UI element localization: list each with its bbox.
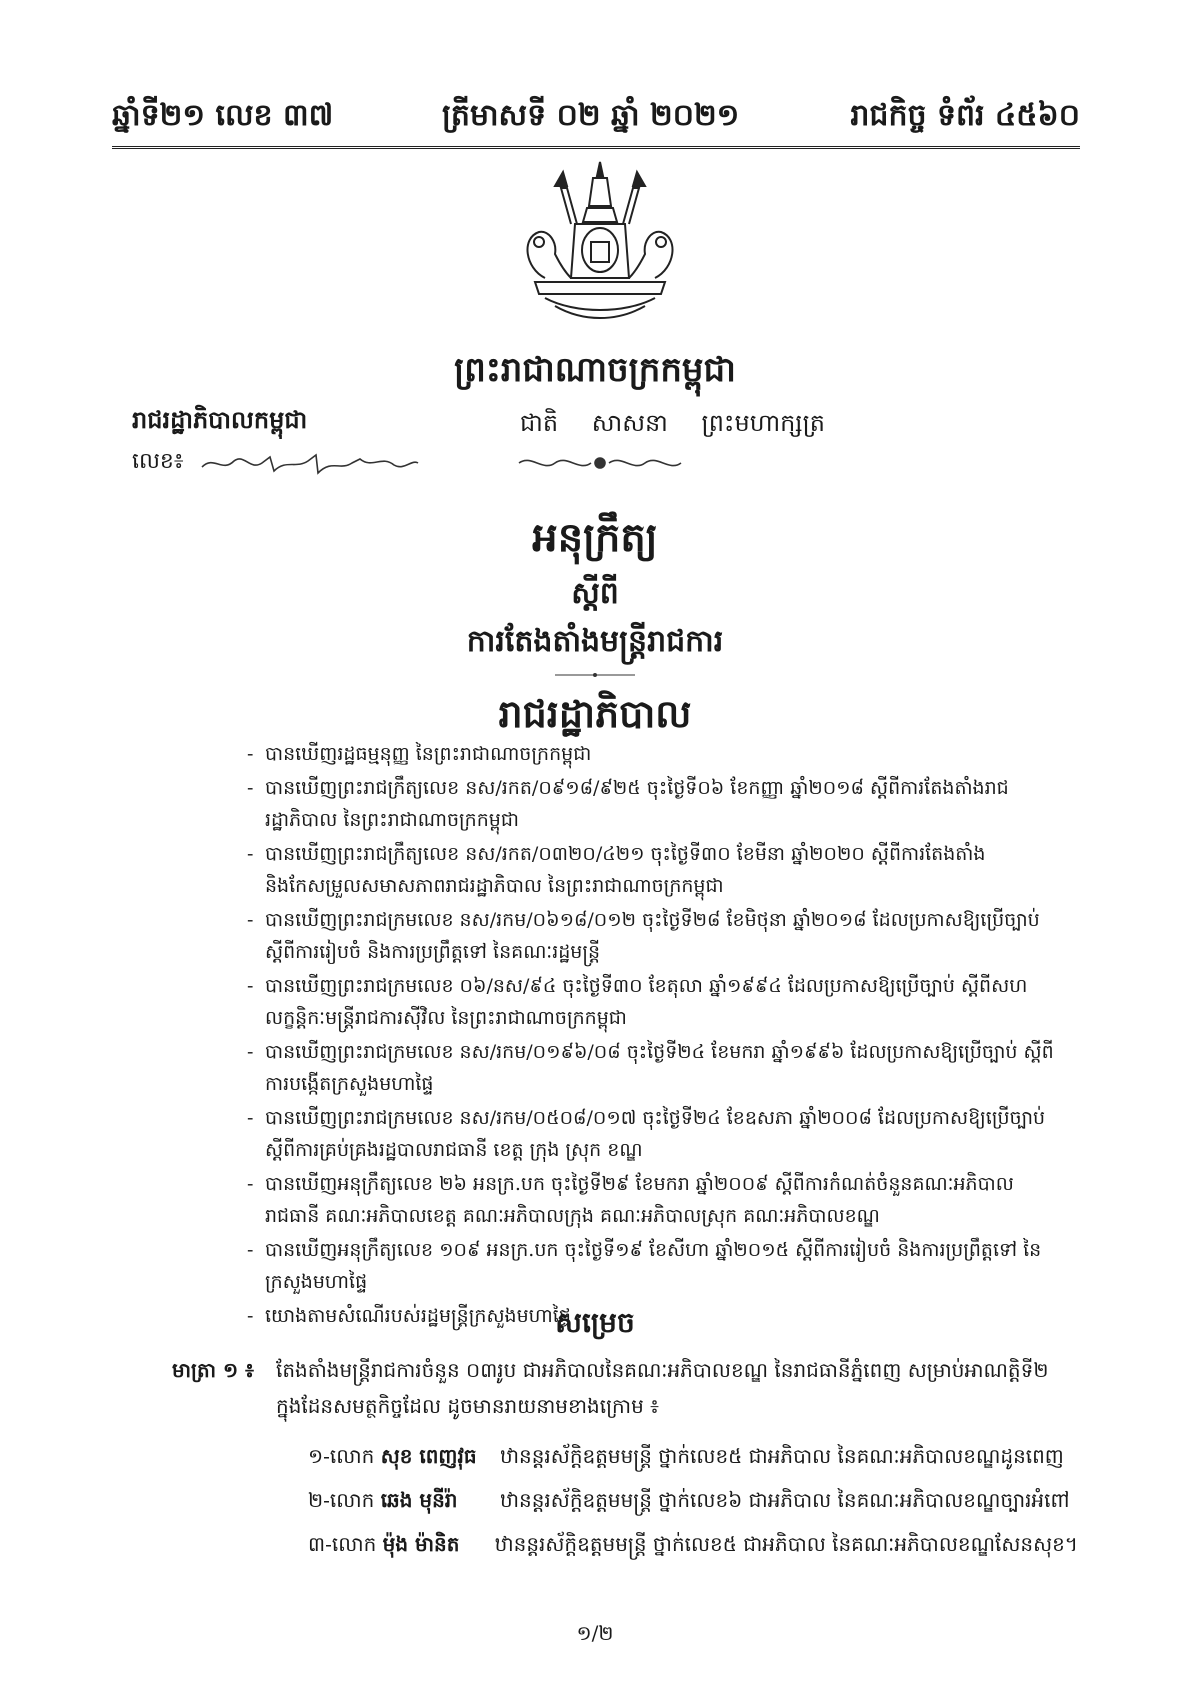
article-label: មាត្រា ១ ៖ (172, 1358, 254, 1382)
ornament-divider-icon (515, 452, 685, 474)
gazette-page: រាជកិច្ច ទំព័រ ៤៥៦០ (850, 98, 1080, 133)
appointee-name (308, 1531, 495, 1561)
motto-nation: ជាតិ (520, 409, 559, 437)
appointee-role: ឋានន្តរស័ក្តិឧត្តមមន្ត្រី ថ្នាក់លេខ៥ ជាអភិបាល នៃគណៈអភិបាលខណ្ឌសែនសុខ។ (494, 1532, 1078, 1556)
recital-item: - យោងតាមសំណើរបស់រដ្ឋមន្ត្រីក្រសួងមហាផ្ទៃ (245, 1300, 1063, 1332)
handwritten-reference-icon (200, 449, 420, 477)
recital-item: - បានឃើញព្រះរាជក្រមលេខ នស/រកម/០៥០៨/០១៧ ចុះថ្ងៃទី២៤ ខែឧសភា ឆ្នាំ២០០៨ ដែលប្រកាសឱ្យប្រើច្បាប់ ស្តីពីការគ្រប់គ្រងរដ្ឋបាលរាជធានី ខេត្ត ក្រុង ស្រុក ខណ្ឌ (245, 1102, 1063, 1166)
recital-item: - បានឃើញព្រះរាជក្រមលេខ ០៦/នស/៩៤ ចុះថ្ងៃទី៣០ ខែតុលា ឆ្នាំ១៩៩៤ ដែលប្រកាសឱ្យប្រើច្បាប់ ស្តីពីសហលក្ខន្តិកៈមន្ត្រីរាជការស៊ីវិល នៃព្រះរាជាណាចក្រកម្ពុជា (245, 970, 1063, 1034)
motto-king: ព្រះមហាក្សត្រ (701, 409, 825, 437)
page-number: ១/២ (576, 1621, 614, 1645)
issuing-body: រាជរដ្ឋាភិបាល (498, 691, 692, 736)
title-divider (555, 670, 635, 680)
appointee-prefix: ៣-លោក (308, 1532, 377, 1556)
appointee-list (308, 1436, 1078, 1568)
document-type: អនុក្រឹត្យ (532, 514, 658, 561)
appointee-prefix: ១-លោក (308, 1444, 375, 1468)
appointee-row (308, 1480, 1078, 1524)
appointee-name (308, 1443, 500, 1473)
appointee-prefix: ២-លោក (308, 1488, 375, 1512)
reference-label: លេខ៖ (132, 449, 184, 474)
appointee-row (308, 1524, 1078, 1568)
appointee-role: ឋានន្តរស័ក្តិឧត្តមមន្ត្រី ថ្នាក់លេខ៥ ជាអភិបាល នៃគណៈអភិបាលខណ្ឌដូនពេញ (500, 1444, 1064, 1468)
recital-item: - បានឃើញព្រះរាជក្រមលេខ នស/រកម/០១៩៦/០៨ ចុះថ្ងៃទី២៤ ខែមករា ឆ្នាំ១៩៩៦ ដែលប្រកាសឱ្យប្រើច្បាប់ ស្តីពីការបង្កើតក្រសួងមហាផ្ទៃ (245, 1036, 1063, 1100)
royal-crest-icon (505, 158, 695, 330)
article-1 (172, 1352, 1072, 1424)
motto-religion: សាសនា (591, 409, 668, 437)
issuing-authority: រាជរដ្ឋាភិបាលកម្ពុជា (132, 405, 308, 434)
recital-item: - បានឃើញអនុក្រឹត្យលេខ ១០៩ អនក្រ.បក ចុះថ្ងៃទី១៩ ខែសីហា ឆ្នាំ២០១៥ ស្តីពីការរៀបចំ និងការប្រព្រឹត្តទៅ នៃក្រសួងមហាផ្ទៃ (245, 1234, 1063, 1298)
appointee-fullname: ម៉ុង ម៉ានិត (382, 1532, 460, 1556)
title-about: ស្តីពី (571, 576, 619, 611)
gazette-header (112, 92, 1080, 149)
appointee-fullname: សុខ ពេញវុធ (380, 1444, 477, 1468)
national-motto (520, 408, 825, 443)
appointee-role: ឋានន្តរស័ក្តិឧត្តមមន្ត្រី ថ្នាក់លេខ៦ ជាអភិបាល នៃគណៈអភិបាលខណ្ឌច្បារអំពៅ (500, 1488, 1070, 1512)
kingdom-name: ព្រះរាជាណាចក្រកម្ពុជា (454, 350, 736, 390)
document-subject: ការតែងតាំងមន្ត្រីរាជការ (466, 624, 724, 659)
decision-heading: សម្រេច (555, 1306, 635, 1339)
recital-item: - បានឃើញអនុក្រឹត្យលេខ ២៦ អនក្រ.បក ចុះថ្ងៃទី២៩ ខែមករា ឆ្នាំ២០០៩ ស្តីពីការកំណត់ចំនួនគណៈអភិបាលរាជធានី គណៈអភិបាលខេត្ត គណៈអភិបាលក្រុង គណៈអភិបាលស្រុក គណៈអភិបាលខណ្ឌ (245, 1168, 1063, 1232)
gazette-issue: ឆ្នាំទី២១ លេខ ៣៧ (112, 98, 334, 133)
recitals-list (245, 738, 1063, 1334)
appointee-fullname: ឆេង មុនីរ៉ា (380, 1488, 458, 1512)
gazette-date: ត្រីមាសទី ០២ ឆ្នាំ ២០២១ (442, 98, 740, 133)
appointee-name (308, 1487, 500, 1517)
appointee-row (308, 1436, 1078, 1480)
recital-item: - បានឃើញរដ្ឋធម្មនុញ្ញ នៃព្រះរាជាណាចក្រកម្ពុជា (245, 738, 1063, 770)
article-text: តែងតាំងមន្ត្រីរាជការចំនួន ០៣រូប ជាអភិបាលនៃគណៈអភិបាលខណ្ឌ នៃរាជធានីភ្នំពេញ សម្រាប់អាណត្តិទី២ ក្នុងដែនសមត្ថកិច្ចដែល ដូចមានរាយនាមខាងក្រោម ៖ (276, 1358, 1049, 1418)
recital-item: - បានឃើញព្រះរាជក្រឹត្យលេខ នស/រកត/០៩១៨/៩២៥ ចុះថ្ងៃទី០៦ ខែកញ្ញា ឆ្នាំ២០១៨ ស្តីពីការតែងតាំងរាជរដ្ឋាភិបាល នៃព្រះរាជាណាចក្រកម្ពុជា (245, 772, 1063, 836)
reference-number (132, 447, 432, 481)
recital-item: - បានឃើញព្រះរាជក្រឹត្យលេខ នស/រកត/០៣២០/៤២១ ចុះថ្ងៃទី៣០ ខែមីនា ឆ្នាំ២០២០ ស្តីពីការតែងតាំង និងកែសម្រួលសមាសភាពរាជរដ្ឋាភិបាល នៃព្រះរាជាណាចក្រកម្ពុជា (245, 838, 1063, 902)
recital-item: - បានឃើញព្រះរាជក្រមលេខ នស/រកម/០៦១៨/០១២ ចុះថ្ងៃទី២៨ ខែមិថុនា ឆ្នាំ២០១៨ ដែលប្រកាសឱ្យប្រើច្បាប់ស្តីពីការរៀបចំ និងការប្រព្រឹត្តទៅ នៃគណៈរដ្ឋមន្ត្រី (245, 904, 1063, 968)
